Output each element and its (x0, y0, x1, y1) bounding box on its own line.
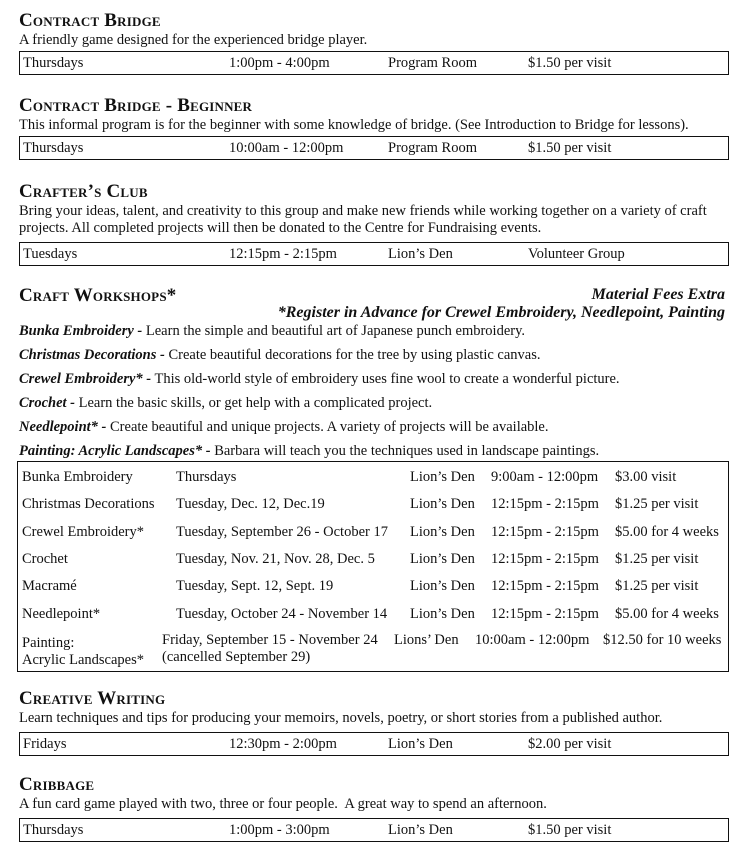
schedule-place: Lion’s Den (388, 822, 453, 838)
cell-days: Tuesday, September 26 - October 17 (176, 524, 388, 540)
cell-name-line-2: Acrylic Landscapes* (22, 652, 144, 668)
schedule-day: Fridays (23, 736, 67, 752)
schedule-fee: $1.50 per visit (528, 822, 612, 838)
workshop-text: This old-world style of embroidery uses fine wool to create a wonderful picture. (151, 371, 620, 387)
schedule-time: 10:00am - 12:00pm (229, 140, 344, 156)
list-item (19, 347, 739, 371)
schedule-day: Tuesdays (23, 246, 78, 262)
workshop-name: Crochet - (19, 395, 75, 411)
section-title: Crafter’s Club (19, 181, 148, 202)
section-description: A friendly game designed for the experienced bridge player. (19, 32, 368, 48)
schedule-day: Thursdays (23, 55, 84, 71)
cell-place: Lion’s Den (410, 578, 475, 594)
cell-fee: $12.50 for 10 weeks (603, 632, 722, 648)
table-row (18, 469, 728, 497)
schedule-fee: $1.50 per visit (528, 55, 612, 71)
section-contract-bridge-beginner (19, 95, 729, 160)
section-craft-workshops-header (19, 283, 729, 323)
schedule-box (19, 242, 729, 266)
workshop-description-list (19, 323, 739, 467)
cell-place: Lion’s Den (410, 551, 475, 567)
cell-days: Tuesday, Dec. 12, Dec.19 (176, 496, 325, 512)
workshop-text: Learn the simple and beautiful art of Japanese punch embroidery. (142, 323, 526, 339)
schedule-fee: $2.00 per visit (528, 736, 612, 752)
table-row (18, 524, 728, 552)
section-title: Contract Bridge (19, 10, 161, 31)
schedule-box (19, 136, 729, 160)
cell-days: Tuesday, Nov. 21, Nov. 28, Dec. 5 (176, 551, 375, 567)
cell-time: 12:15pm - 2:15pm (491, 551, 599, 567)
cell-place: Lion’s Den (410, 524, 475, 540)
schedule-box (19, 732, 729, 756)
section-description: This informal program is for the beginner with some knowledge of bridge. (See Introduction to Bridge for lessons). (19, 117, 689, 133)
list-item (19, 371, 739, 395)
schedule-place: Program Room (388, 55, 478, 71)
section-contract-bridge (19, 10, 729, 75)
cell-fee: $3.00 visit (615, 469, 677, 485)
material-fees-note: Material Fees Extra (591, 286, 725, 303)
list-item (19, 395, 739, 419)
section-title: Cribbage (19, 774, 95, 795)
workshop-name: Christmas Decorations - (19, 347, 165, 363)
schedule-box (19, 51, 729, 75)
cell-name: Bunka Embroidery (22, 469, 133, 485)
section-description-line-2: projects. All completed projects will then be donated to the Centre for Fundraising events. (19, 220, 542, 236)
cell-place: Lion’s Den (410, 469, 475, 485)
cell-days: Tuesday, October 24 - November 14 (176, 606, 388, 622)
schedule-time: 12:30pm - 2:00pm (229, 736, 337, 752)
schedule-time: 1:00pm - 4:00pm (229, 55, 330, 71)
cell-days: Tuesday, Sept. 12, Sept. 19 (176, 578, 334, 594)
cell-time: 9:00am - 12:00pm (491, 469, 599, 485)
cell-place: Lion’s Den (410, 496, 475, 512)
section-title: Craft Workshops* (19, 285, 177, 306)
list-item (19, 419, 739, 443)
cell-name-line-1: Painting: (22, 635, 75, 651)
schedule-place: Program Room (388, 140, 478, 156)
table-row (18, 496, 728, 524)
cell-place: Lions’ Den (394, 632, 459, 648)
schedule-place: Lion’s Den (388, 736, 453, 752)
cell-days: Friday, September 15 - November 24 (162, 632, 378, 648)
schedule-time: 1:00pm - 3:00pm (229, 822, 330, 838)
cell-name: Macramé (22, 578, 77, 594)
workshop-name: Needlepoint* - (19, 419, 107, 435)
table-row (18, 578, 728, 606)
schedule-time: 12:15pm - 2:15pm (229, 246, 337, 262)
cell-time: 10:00am - 12:00pm (475, 632, 590, 648)
section-description: Learn techniques and tips for producing your memoirs, novels, poetry, or short stories from a published author. (19, 710, 663, 726)
workshop-text: Create beautiful decorations for the tree by using plastic canvas. (164, 347, 541, 363)
section-crafters-club (19, 181, 729, 266)
cell-fee: $1.25 per visit (615, 551, 699, 567)
workshop-text: Create beautiful and unique projects. A variety of projects will be available. (106, 419, 549, 435)
cell-days: Thursdays (176, 469, 237, 485)
workshop-text: Learn the basic skills, or get help with a complicated project. (74, 395, 433, 411)
cell-place: Lion’s Den (410, 606, 475, 622)
cell-name: Crewel Embroidery* (22, 524, 145, 540)
cell-time: 12:15pm - 2:15pm (491, 578, 599, 594)
section-description-line-1: Bring your ideas, talent, and creativity to this group and make new friends while working together on a variety of craft (19, 203, 707, 219)
schedule-fee: Volunteer Group (528, 246, 625, 262)
list-item (19, 323, 739, 347)
cell-fee: $5.00 for 4 weeks (615, 606, 719, 622)
cell-time: 12:15pm - 2:15pm (491, 524, 599, 540)
table-row (18, 606, 728, 634)
table-row (18, 632, 728, 672)
cell-days-note: (cancelled September 29) (162, 649, 311, 665)
section-cribbage (19, 774, 729, 842)
cell-name: Needlepoint* (22, 606, 101, 622)
section-creative-writing (19, 688, 729, 756)
workshop-name: Crewel Embroidery* - (19, 371, 152, 387)
cell-name: Christmas Decorations (22, 496, 155, 512)
schedule-place: Lion’s Den (388, 246, 453, 262)
table-row (18, 551, 728, 579)
cell-fee: $1.25 per visit (615, 578, 699, 594)
section-description: A fun card game played with two, three or four people. A great way to spend an afternoon. (19, 796, 547, 812)
cell-fee: $1.25 per visit (615, 496, 699, 512)
register-advance-note: *Register in Advance for Crewel Embroidery, Needlepoint, Painting (277, 304, 725, 321)
workshop-text: Barbara will teach you the techniques used in landscape paintings. (210, 443, 600, 459)
schedule-box (19, 818, 729, 842)
schedule-day: Thursdays (23, 140, 84, 156)
section-title: Contract Bridge - Beginner (19, 95, 253, 116)
cell-name: Crochet (22, 551, 68, 567)
cell-fee: $5.00 for 4 weeks (615, 524, 719, 540)
cell-time: 12:15pm - 2:15pm (491, 606, 599, 622)
schedule-day: Thursdays (23, 822, 84, 838)
cell-time: 12:15pm - 2:15pm (491, 496, 599, 512)
schedule-fee: $1.50 per visit (528, 140, 612, 156)
workshop-name: Bunka Embroidery - (19, 323, 143, 339)
section-title: Creative Writing (19, 688, 166, 709)
workshop-schedule-table (17, 461, 729, 672)
workshop-name: Painting: Acrylic Landscapes* - (19, 443, 211, 459)
